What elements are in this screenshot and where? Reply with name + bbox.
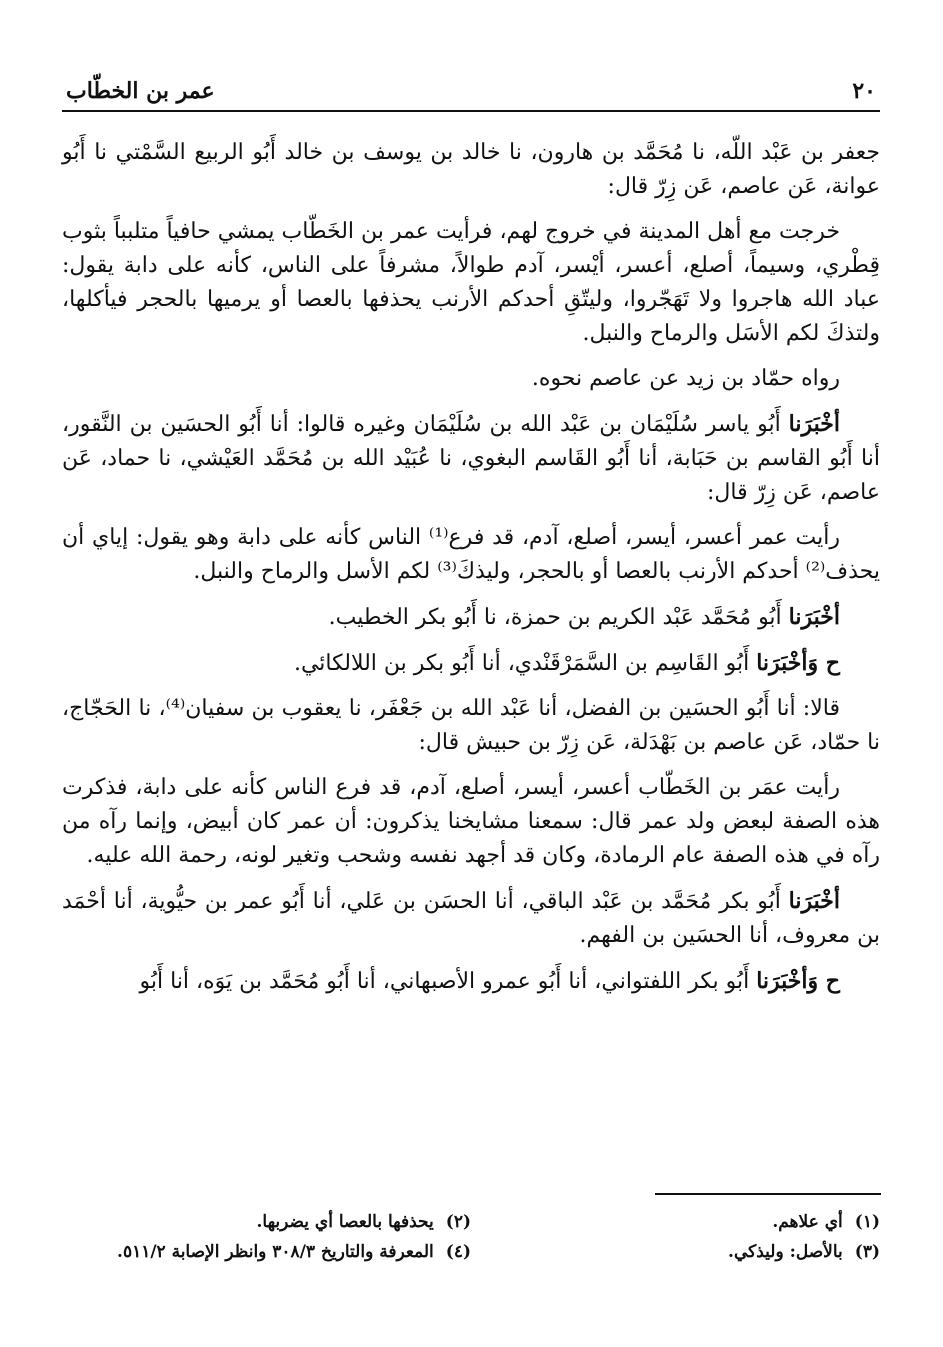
paragraph-text: أَبُو بكر اللفتواني، أنا أَبُو عمرو الأصبهاني، أنا أَبُو مُحَمَّد بن يَوَه، أنا أَبُو	[139, 969, 757, 994]
paragraph	[62, 884, 880, 953]
paragraph	[62, 964, 880, 999]
footnote-text: المعرفة والتاريخ ٣٠٨/٣ وانظر الإصابة ٥١١/٢.	[117, 1242, 434, 1262]
paragraph-text: قالا: أنا أَبُو الحسَين بن الفضل، أنا عَبْد الله بن جَعْفَر، نا يعقوب بن سفيان⁽⁴⁾، نا الحَجّاج، نا حمّاد، عَن عاصم بن بَهْدَلة، عَن زِرّ بن حبيش قال:	[62, 696, 880, 755]
paragraph	[62, 215, 880, 351]
page-number: ٢٠	[852, 78, 876, 104]
paragraph-text: رواه حمّاد بن زيد عن عاصم نحوه.	[531, 366, 840, 391]
main-text	[62, 136, 880, 1010]
footnote-item	[62, 1207, 471, 1237]
paragraph	[62, 771, 880, 873]
paragraph-keyword: ح وَأخْبَرَنا	[756, 650, 840, 676]
footnotes	[62, 1207, 880, 1267]
paragraph	[62, 407, 880, 510]
paragraph-text: رأيت عمر أعسر، أيسر، أصلع، آدم، قد فرع⁽¹⁾ الناس كأنه على دابة وهو يقول: إياي أن يحذف⁽²⁾ أحدكم الأرنب بالعصا أو بالحجر، وليذكَ⁽³⁾ لكم الأسل والرماح والنبل.	[62, 525, 880, 584]
footnote-row	[62, 1207, 880, 1237]
paragraph	[62, 362, 880, 396]
paragraph-keyword: ح وَأخْبَرَنا	[756, 968, 840, 994]
paragraph	[62, 692, 880, 760]
footnote-text: أي علاهم.	[772, 1212, 843, 1232]
running-title: عمر بن الخطّاب	[66, 78, 215, 104]
paragraph	[62, 646, 880, 681]
footnote-mark: (٤)	[445, 1242, 471, 1262]
footnote-item	[62, 1237, 471, 1267]
footnote-mark: (٢)	[445, 1212, 471, 1232]
footnote-mark: (١)	[854, 1212, 880, 1232]
paragraph-keyword: أخْبَرَنا	[788, 604, 840, 630]
paragraph-keyword: أخْبَرَنا	[788, 411, 840, 437]
paragraph-text: أَبُو القَاسِم بن السَّمَرْقَنْدي، أنا أَبُو بكر بن اللالكائي.	[293, 651, 757, 676]
paragraph-keyword: أخْبَرَنا	[788, 888, 840, 914]
page-header	[62, 76, 880, 112]
footnote-divider	[655, 1193, 881, 1195]
paragraph-text: رأيت عمَر بن الخَطّاب أعسر، أيسر، أصلع، آدم، قد فرع الناس كأنه على دابة، فذكرت هذه الصفة لبعض ولد عمر قال: سمعنا مشايخنا يذكرون: أن عمر كان أبيض، وإنما رآه من رآه في هذه الصفة عام الرمادة، وكان قد أجهد نفسه وشحب وتغير لونه، رحمة الله عليه.	[62, 775, 880, 868]
footnote-row	[62, 1237, 880, 1267]
footnote-text: بالأصل: وليذكي.	[728, 1242, 843, 1262]
paragraph	[62, 600, 880, 635]
paragraph-text: جعفر بن عَبْد اللّه، نا مُحَمَّد بن هارون، نا خالد بن يوسف بن خالد أَبُو الربيع السَّمْتي نا أَبُو عوانة، عَن عاصم، عَن زِرّ قال:	[62, 140, 881, 199]
paragraph-text: خرجت مع أهل المدينة في خروج لهم، فرأيت عمر بن الخَطّاب يمشي حافياً متلبباً بثوب قِطْري، وسيماً، أصلع، أعسر، أيْسر، آدم طوالاً، مشرفاً على الناس، كأنه على دابة يقول: عباد الله هاجروا ولا تَهَجّروا، وليتّقِ أحدكم الأرنب يحذفها بالعصا أو يرميها بالحجر فيأكلها، ولتذكَ لكم الأسَل والرماح والنبل.	[62, 219, 880, 346]
footnote-item	[471, 1237, 880, 1267]
paragraph-text: أَبُو مُحَمَّد عَبْد الكريم بن حمزة، نا أَبُو بكر الخطيب.	[328, 605, 789, 630]
footnote-text: يحذفها بالعصا أي يضربها.	[256, 1212, 434, 1232]
paragraph-text: أَبُو ياسر سُلَيْمَان بن عَبْد الله بن سُلَيْمَان وغيره قالوا: أنا أَبُو الحسَين بن النَّقور، أنا أَبُو القاسم بن حَبَابة، أنا أَبُو القَاسم البغوي، نا عُبَيْد الله بن مُحَمَّد العَيْشي، نا حماد، عَن عاصم، عَن زِرّ قال:	[62, 412, 880, 505]
paragraph	[62, 136, 880, 204]
footnote-mark: (٣)	[854, 1242, 880, 1262]
paragraph	[62, 521, 880, 589]
paragraph-text: أَبُو بكر مُحَمَّد بن عَبْد الباقي، أنا الحسَن بن عَلي، أنا أَبُو عمر بن حيُّوية، أنا أحْمَد بن معروف، أنا الحسَين بن الفهم.	[62, 889, 880, 948]
footnote-item	[471, 1207, 880, 1237]
